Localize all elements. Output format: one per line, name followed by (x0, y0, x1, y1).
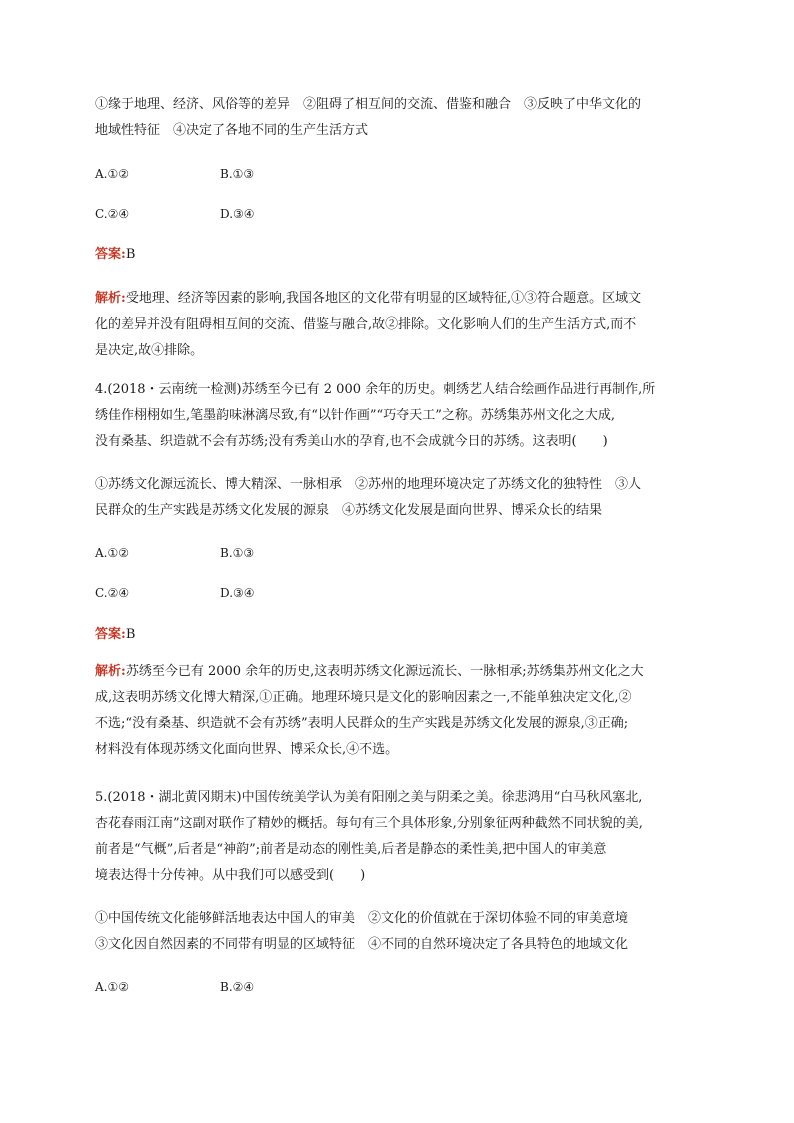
q3-analysis-line: 化的差异并没有阻碍相互间的交流、借鉴与融合,故②排除。文化影响人们的生产生活方式,而不 (95, 317, 637, 332)
analysis-label: 解析: (95, 291, 126, 306)
q5-stem-line: 境表达得十分传神。从中我们可以感受到( ) (95, 868, 366, 883)
q3-analysis-line: 解析:受地理、经济等因素的影响,我国各地区的文化带有明显的区域特征,①③符合题意。区域文 (95, 291, 642, 306)
q4-stem-line: 没有桑基、织造就不会有苏绣;没有秀美山水的孕育,也不会成就今日的苏绣。这表明( ) (95, 434, 608, 449)
q3-analysis (95, 286, 695, 364)
q5-stem-line: 前者是“气概”,后者是“神韵”;前者是动态的刚性美,后者是静态的柔性美,把中国人的审美意 (95, 842, 607, 857)
q5-statement-line: ①中国传统文化能够鲜活地表达中国人的审美 ②文化的价值就在于深切体验不同的审美意境 (95, 911, 629, 926)
q3-analysis-line: 是决定,故④排除。 (95, 343, 204, 358)
q3-answer (95, 245, 135, 265)
q5-stem (95, 785, 695, 889)
q4-answer (95, 625, 135, 645)
q4-stem (95, 377, 695, 455)
q3-statement-line: ①缘于地理、经济、风俗等的差异 ②阻碍了相互间的交流、借鉴和融合 ③反映了中华文化的 (95, 97, 642, 112)
q4-option-b: B.①③ (220, 546, 255, 560)
q5-stem-line: 杏花春雨江南”这副对联作了精妙的概括。每句有三个具体形象,分别象征两种截然不同状貌的美, (95, 816, 643, 831)
q3-option-c: C.②④ (95, 207, 130, 221)
answer-value: B (125, 627, 136, 642)
q3-statement-line: 地域性特征 ④决定了各地不同的生产生活方式 (95, 123, 369, 138)
q3-option-d: D.③④ (220, 207, 255, 221)
q4-statement-line: 民群众的生产实践是苏绣文化发展的源泉 ④苏绣文化发展是面向世界、博采众长的结果 (95, 503, 603, 518)
q5-option-a: A.①② (95, 980, 129, 994)
q4-analysis-line: 解析:苏绣至今已有 2000 余年的历史,这表明苏绣文化源远流长、一脉相承;苏绣集苏州文化之大 (95, 664, 644, 679)
q3-option-b: B.①③ (220, 167, 255, 181)
q4-analysis (95, 659, 695, 763)
q4-option-d: D.③④ (220, 586, 255, 600)
q4-analysis-line: 不选;“没有桑基、织造就不会有苏绣”表明人民群众的生产实践是苏绣文化发展的源泉,③正确; (95, 716, 629, 731)
analysis-label: 解析: (95, 664, 126, 679)
q4-option-c: C.②④ (95, 586, 130, 600)
q5-stem-line: 5.(2018・湖北黄冈期末)中国传统美学认为美有阳刚之美与阴柔之美。徐悲鸿用“白马秋风塞北, (95, 790, 643, 805)
q3-option-a: A.①② (95, 167, 129, 181)
answer-value: B (125, 247, 136, 262)
q4-statements (95, 472, 695, 524)
q5-statements (95, 906, 695, 958)
answer-label: 答案: (95, 627, 126, 642)
q4-analysis-line: 材料没有体现苏绣文化面向世界、博采众长,④不选。 (95, 742, 399, 757)
q5-option-b: B.②④ (220, 980, 255, 994)
q4-option-a: A.①② (95, 546, 129, 560)
answer-label: 答案: (95, 247, 126, 262)
q4-stem-line: 绣佳作栩栩如生,笔墨韵味淋漓尽致,有“以针作画”“巧夺天工”之称。苏绣集苏州文化之大成, (95, 408, 615, 423)
q5-statement-line: ③文化因自然因素的不同带有明显的区域特征 ④不同的自然环境决定了各具特色的地域文化 (95, 937, 629, 952)
q4-analysis-line: 成,这表明苏绣文化博大精深,①正确。地理环境只是文化的影响因素之一,不能单独决定文化,② (95, 690, 632, 705)
q4-stem-line: 4.(2018・云南统一检测)苏绣至今已有 2 000 余年的历史。刺绣艺人结合绘画作品进行再制作,所 (95, 382, 656, 397)
q4-statement-line: ①苏绣文化源远流长、博大精深、一脉相承 ②苏州的地理环境决定了苏绣文化的独特性 ③人 (95, 477, 642, 492)
q3-statements (95, 92, 695, 144)
